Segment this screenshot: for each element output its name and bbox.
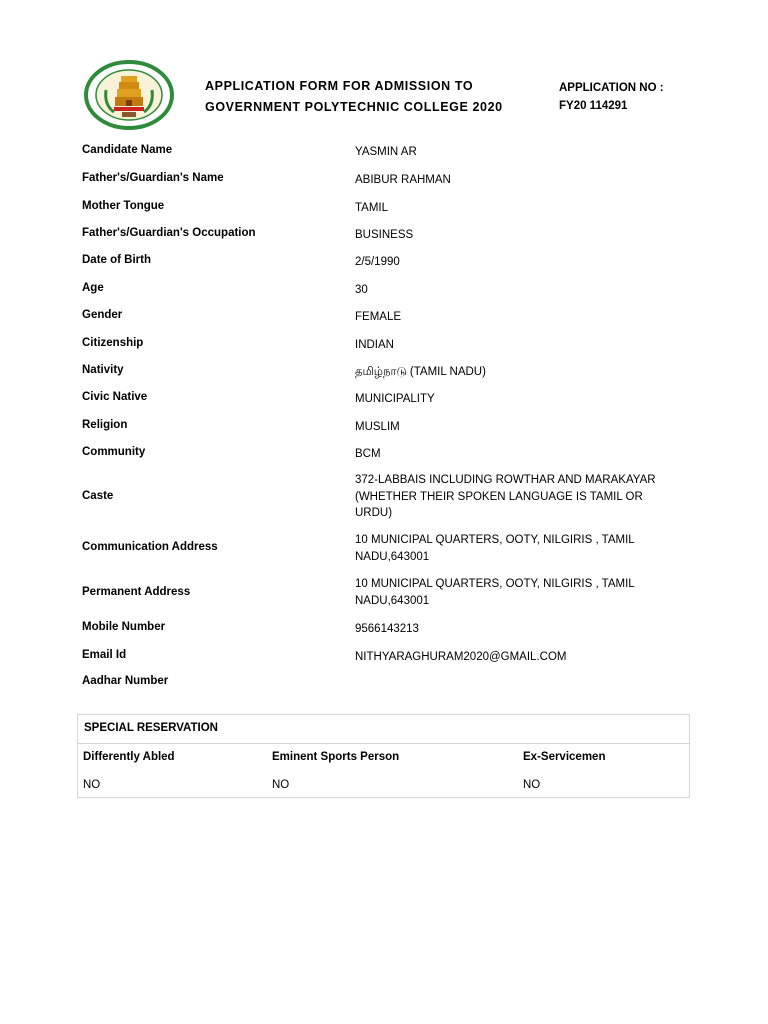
field-label: Caste (82, 490, 114, 502)
field-label: Nativity (82, 364, 124, 376)
field-label: Community (82, 446, 146, 458)
field-value: தமிழ்நாடு (TAMIL NADU) (355, 366, 486, 378)
field-label: Father's/Guardian's Name (82, 172, 224, 184)
field-value: 372-LABBAIS INCLUDING ROWTHAR AND MARAKAYAR (WHETHER THEIR SPOKEN LANGUAGE IS TAMIL OR URDU) (355, 474, 656, 519)
field-label: Civic Native (82, 391, 148, 403)
field-value: 30 (355, 284, 368, 296)
field-label: Mobile Number (82, 621, 166, 633)
field-value: 2/5/1990 (355, 256, 400, 268)
value-differently-abled: NO (83, 779, 101, 791)
field-label: Candidate Name (82, 144, 173, 156)
column-header-eminent-sports: Eminent Sports Person (272, 751, 400, 763)
form-title (205, 76, 503, 118)
field-value: TAMIL (355, 202, 389, 214)
special-reservation-header (78, 715, 689, 744)
field-value: 10 MUNICIPAL QUARTERS, OOTY, NILGIRIS , TAMIL NADU,643001 (355, 534, 635, 563)
field-label: Permanent Address (82, 586, 191, 598)
field-value: 10 MUNICIPAL QUARTERS, OOTY, NILGIRIS , TAMIL NADU,643001 (355, 578, 635, 607)
field-value: MUNICIPALITY (355, 393, 435, 405)
column-header-ex-servicemen: Ex-Servicemen (523, 751, 606, 763)
field-label: Citizenship (82, 337, 144, 349)
form-title-line1: APPLICATION FORM FOR ADMISSION TO (205, 79, 474, 93)
column-header-differently-abled: Differently Abled (83, 751, 175, 763)
form-title-line2: GOVERNMENT POLYTECHNIC COLLEGE 2020 (205, 100, 503, 114)
field-value: INDIAN (355, 339, 394, 351)
field-label: Gender (82, 309, 123, 321)
tamil-nadu-emblem-icon (84, 60, 174, 130)
value-ex-servicemen: NO (523, 779, 541, 791)
field-label: Aadhar Number (82, 675, 169, 687)
field-value: NITHYARAGHURAM2020@GMAIL.COM (355, 651, 567, 663)
field-label: Age (82, 282, 104, 294)
field-label: Religion (82, 419, 128, 431)
special-reservation-title: SPECIAL RESERVATION (84, 722, 218, 734)
field-value: BCM (355, 448, 381, 460)
application-number-value: FY20 114291 (559, 100, 628, 112)
field-value: BUSINESS (355, 229, 414, 241)
special-reservation-table (77, 714, 690, 798)
field-label: Date of Birth (82, 254, 151, 266)
field-value: ABIBUR RAHMAN (355, 174, 451, 186)
field-label: Father's/Guardian's Occupation (82, 227, 256, 239)
field-label: Email Id (82, 649, 127, 661)
field-value: MUSLIM (355, 421, 400, 433)
value-eminent-sports: NO (272, 779, 290, 791)
field-value: FEMALE (355, 311, 402, 323)
application-number-block (559, 79, 664, 115)
field-value: 9566143213 (355, 623, 419, 635)
field-label: Communication Address (82, 541, 218, 553)
application-number-label: APPLICATION NO : (559, 82, 664, 94)
field-value: YASMIN AR (355, 146, 417, 158)
field-label: Mother Tongue (82, 200, 165, 212)
